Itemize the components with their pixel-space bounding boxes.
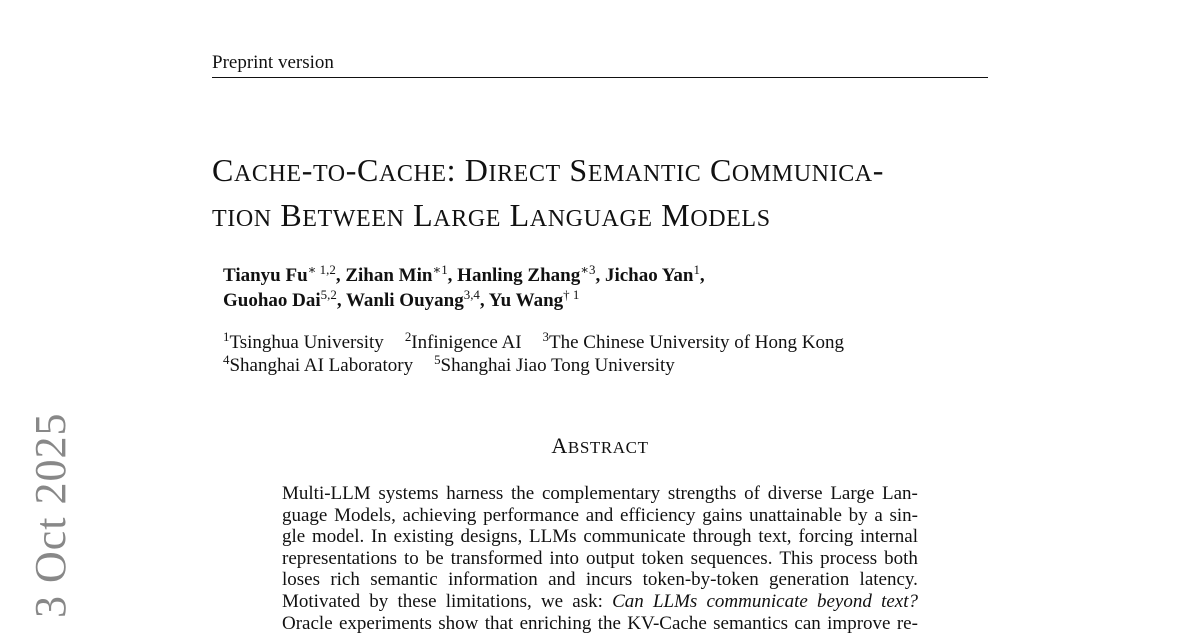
affiliation-name: Shanghai AI Laboratory	[229, 355, 414, 376]
abstract-word: Motivated	[282, 590, 361, 612]
abstract-word: forcing	[798, 526, 854, 548]
abstract-word: both	[884, 547, 918, 569]
abstract-word: designs,	[460, 526, 523, 548]
abstract-word: the	[511, 483, 535, 504]
title-line-1: CACHE-TO-CACHE: DIRECT SEMANTIC COMMUNICA-	[212, 152, 884, 188]
abstract-word: experiments	[339, 612, 432, 634]
title-word: BETWEEN	[280, 197, 405, 233]
abstract-heading-cap: A	[551, 433, 568, 458]
abstract-line	[282, 483, 918, 505]
author-name: Wanli Ouyang$^{3,4}$	[345, 286, 480, 311]
affiliation	[223, 351, 414, 376]
abstract-word: harness	[446, 483, 504, 504]
abstract-word-italic	[881, 591, 918, 613]
title-line-2	[212, 195, 1002, 240]
title-word: SEMANTIC	[569, 152, 702, 188]
abstract-word: rich	[330, 569, 360, 591]
title-word-smallcaps: TO	[312, 161, 346, 187]
author-name: Tianyu $Fu^{∗ 1,2}$	[223, 261, 336, 286]
abstract-word: these	[397, 590, 437, 612]
abstract-line	[282, 591, 918, 613]
author-list	[223, 263, 983, 313]
abstract-word: performance	[483, 504, 580, 526]
abstract-word: Lan-	[882, 483, 918, 504]
abstract-word: efficiency	[619, 504, 696, 526]
affiliation-name: Shanghai Jiao Tong University	[440, 355, 675, 376]
abstract-word: token	[641, 547, 684, 569]
abstract-word: enriching	[519, 612, 592, 634]
abstract-word-italic	[817, 591, 872, 613]
affiliation-line-2	[223, 351, 983, 377]
abstract-word: text,	[758, 526, 792, 548]
abstract-word: generation	[769, 569, 850, 591]
abstract-word: systems	[378, 483, 439, 504]
abstract-body	[282, 483, 918, 634]
abstract-word: to	[403, 547, 419, 569]
arxiv-date-stamp: 3 Oct 2025	[26, 412, 75, 618]
abstract-word: Models,	[334, 504, 396, 526]
abstract-word: into	[549, 547, 579, 569]
abstract-word: In	[371, 526, 387, 548]
title-word: CACHE	[212, 152, 302, 188]
abstract-word: LLMs	[529, 526, 577, 548]
abstract-word: gle	[282, 526, 306, 548]
abstract-word: process	[820, 547, 878, 569]
author-affiliation-marker: ∗ 1,2	[307, 261, 336, 277]
title-word-smallcaps: EMANTIC	[587, 161, 702, 187]
affiliation-name: Infinigence AI	[411, 332, 522, 353]
abstract-word: gains	[702, 504, 743, 526]
author-affiliation-marker: 5,2	[320, 286, 337, 302]
abstract-word: KV-Cache	[627, 612, 707, 634]
title-word-smallcaps: IRECT	[488, 161, 561, 187]
affiliation-line-1	[223, 328, 983, 354]
abstract-word: latency.	[859, 569, 918, 591]
abstract-word: unattainable	[749, 504, 842, 526]
abstract-word: a	[874, 504, 883, 526]
paper-title	[212, 150, 1002, 240]
abstract-line	[282, 505, 918, 527]
abstract-word: the	[597, 612, 621, 634]
abstract-heading	[0, 433, 1200, 459]
abstract-word: sequences.	[690, 547, 773, 569]
header-label: Preprint version	[212, 52, 334, 73]
abstract-word: existing	[393, 526, 454, 548]
abstract-word: semantic	[370, 569, 438, 591]
abstract-word: can	[794, 612, 821, 634]
abstract-word: output	[585, 547, 635, 569]
author-affiliation-marker: ∗1	[432, 261, 448, 277]
abstract-word: diverse	[767, 483, 823, 504]
abstract-word: and	[585, 504, 614, 526]
abstract-word: sin-	[889, 504, 918, 526]
title-word-smallcaps: ODELS	[690, 206, 771, 232]
abstract-italic-text: LLMs	[652, 590, 698, 612]
affiliation	[404, 328, 522, 353]
abstract-word: semantics	[713, 612, 789, 634]
abstract-italic-text: Can	[612, 590, 644, 612]
abstract-word: limitations,	[445, 590, 532, 612]
affiliation-number: 5	[434, 351, 441, 367]
affiliation	[223, 328, 384, 353]
author-name: Guohao Dai$^{5,2}$	[223, 286, 337, 311]
abstract-word: model.	[311, 526, 365, 548]
affiliation	[542, 328, 844, 353]
title-word: CACHE	[356, 152, 447, 188]
affiliation-number: 2	[404, 328, 412, 344]
abstract-word: Oracle	[282, 612, 333, 634]
author-name: Yu Wang$^{\dagger 1}$	[488, 286, 580, 311]
title-word: DIRECT	[464, 152, 561, 188]
title-word-smallcaps: OMMUNICA	[731, 161, 873, 187]
abstract-word: through	[692, 526, 752, 548]
abstract-word: guage	[282, 504, 328, 526]
affiliation-number: 3	[542, 328, 549, 344]
abstract-line	[282, 613, 918, 634]
abstract-italic-text: beyond	[817, 590, 872, 612]
title-word	[212, 197, 272, 233]
abstract-word: of	[744, 483, 760, 504]
abstract-line	[282, 526, 918, 548]
author-line-1: Tianyu $Fu^{∗ 1,2}$, Zihan Min$^{∗1}$, Hanling Zhang$^{∗3}$, Jichao Yan$^1$,	[223, 261, 705, 286]
abstract-word: and	[548, 569, 576, 591]
title-word-smallcaps: ARGE	[433, 206, 502, 232]
affiliation-name: The Chinese University of Hong Kong	[548, 332, 844, 353]
abstract-word: be	[425, 547, 444, 569]
author-line-2: Guohao Dai$^{5,2}$, Wanli Ouyang$^{3,4}$, Yu Wang$^{\dagger 1}$	[223, 286, 580, 311]
affiliation-list	[223, 328, 983, 377]
abstract-heading-rest: BSTRACT	[567, 438, 649, 457]
abstract-line	[282, 548, 918, 570]
title-word-smallcaps: ANGUAGE	[529, 206, 653, 232]
title-word: COMMUNICA	[709, 152, 873, 188]
abstract-word: Large	[830, 483, 875, 504]
title-word-smallcaps: ACHE	[378, 161, 447, 187]
abstract-word: by	[848, 504, 868, 526]
title-word: LARGE	[413, 197, 502, 233]
title-word: MODELS	[661, 197, 771, 233]
author-affiliation-marker: 1	[693, 261, 700, 277]
running-header	[212, 50, 988, 78]
abstract-word: that	[484, 612, 514, 634]
abstract-italic-text: communicate	[706, 590, 808, 612]
abstract-word: complementary	[541, 483, 661, 504]
abstract-word-italic	[707, 591, 808, 613]
title-word-smallcaps: ACHE	[233, 161, 302, 187]
affiliation	[434, 351, 675, 376]
affiliation-number: 4	[223, 351, 230, 367]
abstract-word: by	[369, 590, 389, 612]
abstract-word: This	[779, 547, 814, 569]
abstract-word: representations	[282, 547, 398, 569]
abstract-word: we	[540, 590, 564, 612]
abstract-word: communicate	[583, 526, 686, 548]
author-affiliation-marker: † 1	[563, 286, 580, 302]
affiliation-number: 1	[223, 328, 230, 344]
title-word-smallcaps: TION	[212, 206, 272, 232]
author-name: Zihan Min$^{∗1}$	[345, 261, 448, 286]
abstract-word-italic	[612, 591, 644, 613]
abstract-italic-text: text?	[881, 590, 918, 612]
abstract-word: loses	[282, 569, 320, 591]
author-affiliation-marker: 3,4	[463, 286, 480, 302]
abstract-word: strengths	[667, 483, 737, 504]
affiliation-name: Tsinghua University	[229, 332, 384, 353]
abstract-word: Multi-LLM	[282, 483, 371, 504]
author-affiliation-marker: ∗3	[580, 261, 596, 277]
title-word: LANGUAGE	[509, 197, 653, 233]
abstract-word: improve	[827, 612, 891, 634]
abstract-word: show	[438, 612, 479, 634]
abstract-word: ask:	[572, 590, 603, 612]
title-word-smallcaps: ETWEEN	[302, 206, 405, 232]
abstract-word: token-by-token	[642, 569, 759, 591]
abstract-word: achieving	[402, 504, 477, 526]
author-name: Hanling Zhang$^{∗3}$	[457, 261, 596, 286]
author-name: Jichao Yan$^1$	[604, 261, 700, 286]
title-word	[313, 152, 346, 188]
abstract-word: information	[448, 569, 538, 591]
abstract-word: transformed	[450, 547, 543, 569]
abstract-word: re-	[896, 612, 918, 634]
abstract-word: internal	[859, 526, 918, 548]
abstract-word: incurs	[585, 569, 633, 591]
abstract-word-italic	[653, 591, 697, 613]
abstract-line	[282, 569, 918, 591]
